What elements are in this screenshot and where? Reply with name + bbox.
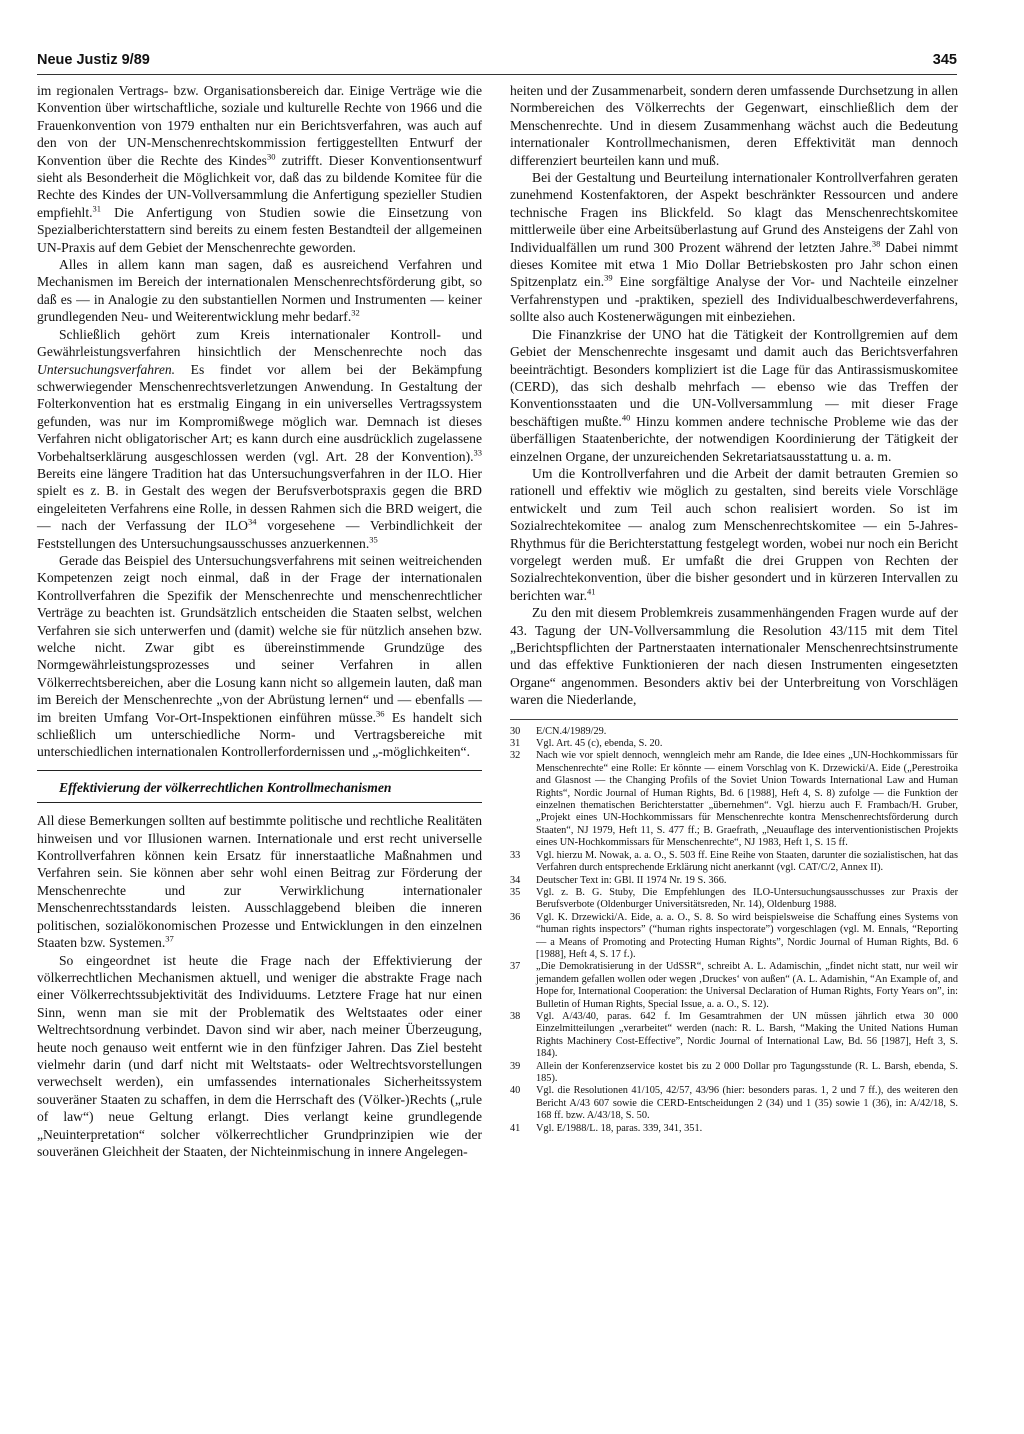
footnote-number: 35: [510, 886, 521, 898]
footnote-ref: 38: [871, 238, 881, 249]
emphasis: Untersuchungsverfahren.: [37, 361, 176, 377]
header-rule: [37, 74, 957, 75]
text: Gerade das Beispiel des Untersuchungsverfahrens mit seinen weitreichenden Kompetenzen zeigt noch einmal, daß in der Frage der internationalen Kontrollverfahren die Spezifik der Menschenrechte und menschenrechtlicher Verträge zu beachten ist. Grundsätzlich entscheiden die Staaten selbst, welchen Verfahren sie sich unterwerfen und (damit) welche sie für nützlich ansehen bzw. welche nicht. Zwar gibt es übereinstimmende Grundzüge des Normgewährleistungsprozesses und seiner Verfahren in allen Völkerrechtsbereichen, aber die Losung kann nicht so allgemein lauten, daß man im Bereich der Menschenrechte „von der Abrüstung lernen“ und — ebenfalls — im breiten Umfang Vor-Ort-Inspektionen einführen müsse.: [37, 552, 482, 725]
footnote: [510, 726, 958, 738]
paragraph: [510, 465, 958, 604]
paragraph: [37, 812, 482, 951]
text: Um die Kontrollverfahren und die Arbeit der damit betrauten Gremien so rationell und effektiv wie möglich zu gestalten, sind bereits viele Vorschläge entwickelt und zum Teil auch schon realisiert worden. So ist im Sozialrechtekomitee — analog zum Menschenrechtskomitee — ein 5-Jahres-Rhythmus für die Berichterstattung festgelegt worden, wobei nur noch ein Bericht vorgelegt werden muß. Er umfaßt die drei Gruppen von Rechten der Sozialrechtekonvention, über die bisher gesondert und in kürzeren Intervallen zu berichten war.: [510, 465, 958, 603]
footnote: [510, 887, 958, 912]
text: Bei der Gestaltung und Beurteilung internationaler Kontrollverfahren geraten zunehmend Kostenfaktoren, der Aspekt beschränkter Ressourcen und andere technische Fragen ins Blickfeld. So klagt das Menschenrechtskomitee mittlerweile über eine Arbeitsüberlastung auf Grund des Ansteigens der Zahl von Individualfällen um rund 300 Prozent während der letzten Jahre.: [510, 170, 958, 255]
text: Es findet vor allem bei der Bekämpfung schwerwiegender Menschenrechtsverletzungen Anwendung. In Gestaltung der Folterkonvention hat es erstmalig Eingang in ein universelles Vertragssystem gefunden, was nur im Kompromißwege möglich war. Demnach ist dieses Verfahren nicht obligatorischer Art; es kann durch eine ausdrücklich zugelassene Vorbehaltserklärung ausgeschlossen werden (vgl. Art. 28 der Konvention).: [37, 361, 482, 464]
footnote-rule: [510, 719, 958, 720]
section-heading: Effektivierung der völkerrechtlichen Kontrollmechanismen: [37, 770, 482, 803]
footnote-number: 32: [510, 750, 521, 762]
right-column: [510, 82, 958, 1135]
page-number: 345: [932, 52, 957, 68]
footnotes: [510, 726, 958, 1135]
text: So eingeordnet ist heute die Frage nach der Effektivierung der völkerrechtlichen Mechanismen aktuell, und weniger die abstrakte Frage nach einer Völkerrechtssubjektivität des Individuums. Letztere Frage hat nur einen Sinn, wenn man sie mit der Problematik des Weltstaates oder einer Weltrechtsordnung verbindet. Davon sind wir aber, nach meiner Überzeugung, heute noch genauso weit entfernt wie in den fünfziger Jahren. Das Ziel besteht vielmehr darin (und darf nicht mit Weltstaats- oder Weltrechtsvorstellungen verwechselt werden), ein umfassendes internationales Sicherheitssystem souveräner Staaten zu schaffen, in dem die Herrschaft des (Völker-)Rechts („rule of law“) neue Geltung erlangt. Dies verlangt keine grundlegende „Neuinterpretation“ solcher völkerrechtlicher Grundprinzipien wie der souveränen Gleichheit der Staaten, der Nichteinmischung in innere Angelegen-: [37, 952, 482, 1159]
text: Dabei nimmt dieses Komitee mit etwa 1 Mio Dollar Betriebskosten pro Jahr schon einen Spitzenplatz ein.: [510, 239, 958, 290]
footnote-number: 34: [510, 874, 521, 886]
footnote: [510, 961, 958, 1011]
paragraph: [510, 604, 958, 708]
footnote-text: Vgl. E/1988/L. 18, paras. 339, 341, 351.: [536, 1122, 703, 1134]
footnote: [510, 912, 958, 962]
text: Bereits eine längere Tradition hat das Untersuchungsverfahren in der ILO. Hier spielt es z. B. in Gestalt des wegen der Berufsverbotspraxis gegen die BRD eingeleiteten Verfahrens eine Rolle, in dessen Rahmen sich die BRD weigert, die — nach der Verfassung der ILO: [37, 465, 482, 534]
footnote: [510, 750, 958, 849]
footnote: [510, 738, 958, 750]
footnote-number: 30: [510, 725, 521, 737]
footnote-text: Vgl. die Resolutionen 41/105, 42/57, 43/96 (hier: besonders paras. 1, 2 und 7 ff.), des weiteren den Bericht A/43 607 sowie die CERD-Entscheidungen 2 (34) und 1 (35) sowie 1 (36), in: A/42/18, S. 168 ff. bzw. A/43/18, S. 50.: [536, 1085, 958, 1122]
text: vorgesehene — Verbindlichkeit der Feststellungen des Untersuchungsausschusses anzuerkennen.: [37, 518, 482, 551]
text: Es handelt sich schließlich um unterschiedliche Norm- und Vertragsbereiche mit unterschiedlichen internationalen Kontrollerfordernissen und „-möglichkeiten“.: [37, 709, 483, 760]
footnote-text: „Die Demokratisierung in der UdSSR“, schreibt A. L. Adamischin, „findet nicht statt, nur weil wir jemandem gefallen wollen oder wegen ‚Druckes‘ von außen“ (A. L. Adamishin, “An Example of, and Hope for, International Cooperation: the Universal Declaration of Human Rights, Forty Years on”, in: Bulletin of Human Rights, Special Issue, a. a. O., S. 12).: [536, 961, 958, 1010]
left-column: [37, 82, 482, 1160]
footnote-ref: 31: [92, 203, 101, 214]
footnote-ref: 33: [473, 447, 482, 457]
footnote-number: 41: [510, 1122, 521, 1134]
footnote-number: 37: [510, 961, 521, 973]
text: Alles in allem kann man sagen, daß es ausreichend Verfahren und Mechanismen im Bereich der internationalen Menschenrechtsförderung gibt, so daß es — in Analogie zu den substantiellen Normen und Instrumenten — keiner grundlegenden Neu- und Weiterentwicklung mehr bedarf.: [37, 257, 482, 325]
footnote-ref: 35: [369, 534, 378, 545]
text: Schließlich gehört zum Kreis internationaler Kontroll- und Gewährleistungsverfahren hinsichtlich der Menschenrechte noch das: [37, 326, 482, 360]
footnote-number: 36: [510, 911, 521, 923]
footnote-ref: 41: [587, 586, 596, 597]
footnote-text: Vgl. K. Drzewicki/A. Eide, a. a. O., S. 8. So wird beispielsweise die Schaffung eines Systems von “human rights inspectors” (“human rights inspectorate”) vorgeschlagen (vgl. M. Ennals, “Reporting — a Means of Promoting and Protecting Human Rights”, Nordic Journal of Human Rights, Bd. 6 [1988], Heft 4, S. 17 f.).: [536, 911, 958, 960]
text: All diese Bemerkungen sollten auf bestimmte politische und rechtliche Realitäten hinweisen und vor Illusionen warnen. Internationale und erst recht universelle Kontrollverfahren können kein Ersatz für innerstaatliche Maßnahmen und Verfahren sein. Sie können aber sehr wohl einen Beitrag zur Förderung der Menschenrechte und zur Verwirklichung internationaler Menschenrechtsstandards leisten. Ausschlaggebend bleiben die inneren politischen, sozialökonomischen Prozesse und Entwicklungen in den einzelnen Staaten bzw. Systemen.: [37, 813, 482, 951]
journal-title: Neue Justiz 9/89: [37, 52, 150, 68]
footnote-ref: 37: [165, 933, 174, 944]
paragraph: [510, 169, 958, 326]
footnote-ref: 30: [266, 151, 276, 162]
footnote-number: 40: [510, 1085, 521, 1097]
footnote-ref: 32: [351, 307, 360, 318]
footnote-ref: 40: [621, 412, 631, 423]
footnote-text: Vgl. hierzu M. Nowak, a. a. O., S. 503 ff. Eine Reihe von Staaten, darunter die sozialistischen, hat das Verfahren durch entsprechende Erklärung nicht anerkannt (vgl. CAT/C/2, Annex II).: [536, 849, 958, 874]
footnote: [510, 850, 958, 875]
footnote: [510, 875, 958, 887]
footnote-ref: 36: [376, 708, 385, 719]
paragraph: [510, 82, 958, 169]
text: Die Finanzkrise der UNO hat die Tätigkeit der Kontrollgremien auf dem Gebiet der Menschenrechte insgesamt und damit auch das Berichtsverfahren beeinträchtigt. Besonders kompliziert ist die Lage für das Antirassismuskomitee (CERD), das sich deshalb mehrfach — ebenso wie das Treffen der Konventionsstaaten und die UN-Vollversammlung — mit dieser Frage beschäftigen mußte.: [510, 326, 958, 429]
text: im regionalen Vertrags- bzw. Organisationsbereich dar. Einige Verträge wie die Konvention über wirtschaftliche, soziale und kulturelle Rechte von 1966 und die Frauenkonvention von 1979 enthalten nur ein Berichtsverfahren, was auch auf den von der UN-Menschenrechtskommission fertiggestellten Entwurf der Konvention über die Rechte des Kindes: [37, 83, 482, 168]
text: Zu den mit diesem Problemkreis zusammenhängenden Fragen wurde auf der 43. Tagung der UN-Vollversammlung die Resolution 43/115 mit dem Titel „Berichtspflichten der Partnerstaaten internationaler Menschenrechtsinstrumente und das effektive Funktionieren der nach diesen Instrumenten eingesetzten Organe“ angenommen. Besonders aktiv bei der Unterbreitung von Vorschlägen waren die Niederlande,: [510, 605, 958, 708]
paragraph: [37, 326, 482, 552]
footnote-text: Deutscher Text in: GBl. II 1974 Nr. 19 S. 366.: [536, 874, 727, 886]
footnote-ref: 34: [247, 516, 257, 527]
footnote-text: Nach wie vor spielt dennoch, wenngleich mehr am Rande, die Idee eines „UN-Hochkommissars für Menschenrechte“ eine Rolle: Er könnte — einem Vorschlag von K. Drzewicki/A. Eide („Perestroika and Glasnost — the Changing Profils of the Soviet Union Towards International Law and Human Rights“, Nordic Journal of Human Rights, Bd. 6 [1988], Heft 4, S. 8) zufolge — die Funktion der einzelnen thematischen Berichterstatter „übernehmen“. Vgl. hierzu auch F. Frambach/H. Gruber, „Projekt eines UN-Hochkommissars für Menschenrechte kontra Menschenrechtsförderung durch Staaten“, NJ 1979, Heft 11, S. 477 ff.; B. Graefrath, „Neuauflage des interventionistischen Projekts eines UN-Hochkommissars für Menschenrechte“, NJ 1983, Heft 1, S. 15 ff.: [536, 750, 958, 849]
footnote-number: 31: [510, 738, 521, 750]
footnote-number: 39: [510, 1060, 521, 1072]
paragraph: [37, 552, 482, 761]
spacer: [37, 803, 482, 812]
footnote: [510, 1123, 958, 1135]
footnote-number: 33: [510, 849, 521, 861]
footnote: [510, 1011, 958, 1061]
text: Hinzu kommen andere technische Probleme wie das der überfälligen Staatenberichte, der notwendigen Koordinierung der Tätigkeit der einzelnen Organe, der unzureichenden Sekretariatsausstattung u. a. m.: [510, 413, 958, 464]
running-header: [37, 52, 957, 72]
footnote-text: E/CN.4/1989/29.: [536, 725, 607, 737]
paragraph: [510, 326, 958, 465]
text: heiten und der Zusammenarbeit, sondern deren umfassende Durchsetzung in allen Normbereichen des Völkerrechts der Gegenwart, einschließlich dem der Menschenrechte. Und in diesem Zusammenhang wächst auch die Bedeutung internationaler Kontrollmechanismen, deren Effektivität man dennoch differenziert beurteilen kann und muß.: [510, 83, 958, 168]
paragraph: [37, 256, 482, 326]
paragraph: [37, 952, 482, 1161]
text: zutrifft. Dieser Konventionsentwurf sieht als Besonderheit die Möglichkeit vor, daß das zu bildende Komitee für die Rechte des Kindes der UN-Vollversammlung die Anfertigung spezieller Studien empfiehlt.: [37, 152, 482, 220]
paragraph: [37, 82, 482, 256]
footnote-number: 38: [510, 1010, 521, 1022]
footnote-text: Vgl. Art. 45 (c), ebenda, S. 20.: [536, 738, 663, 750]
footnote: [510, 1061, 958, 1086]
footnote-text: Vgl. z. B. G. Stuby, Die Empfehlungen des ILO-Untersuchungsausschusses zur Praxis der Berufsverbote (Oldenburger Universitätsreden, Nr. 14), Oldenburg 1988.: [536, 886, 958, 911]
text: Eine sorgfältige Analyse der Vor- und Nachteile einzelner Verfahrenstypen und -praktiken, speziell des Individualbeschwerdeverfahrens, sollte also auch Kostenerwägungen mit einbeziehen.: [510, 274, 958, 325]
text: Die Anfertigung von Studien sowie die Einsetzung von Spezialberichterstattern sind bereits zu einem festen Bestandteil der allgemeinen UN-Praxis auf dem Gebiet der Menschenrechte geworden.: [37, 204, 482, 255]
footnote-ref: 39: [604, 272, 613, 283]
spacer: [37, 761, 482, 770]
footnote: [510, 1085, 958, 1122]
footnote-text: Allein der Konferenzservice kostet bis zu 2 000 Dollar pro Tagungsstunde (R. L. Barsh, ebenda, S. 185).: [536, 1060, 958, 1084]
footnote-text: Vgl. A/43/40, paras. 642 f. Im Gesamtrahmen der UN müssen jährlich etwa 30 000 Einzelmitteilungen „verarbeitet“ werden (nach: R. L. Barsh, “Making the United Nations Human Rights Machinery Cost-Effective”, Nordic Journal of International Law, Bd. 56 [1987], Heft 3, S. 184).: [536, 1010, 958, 1060]
